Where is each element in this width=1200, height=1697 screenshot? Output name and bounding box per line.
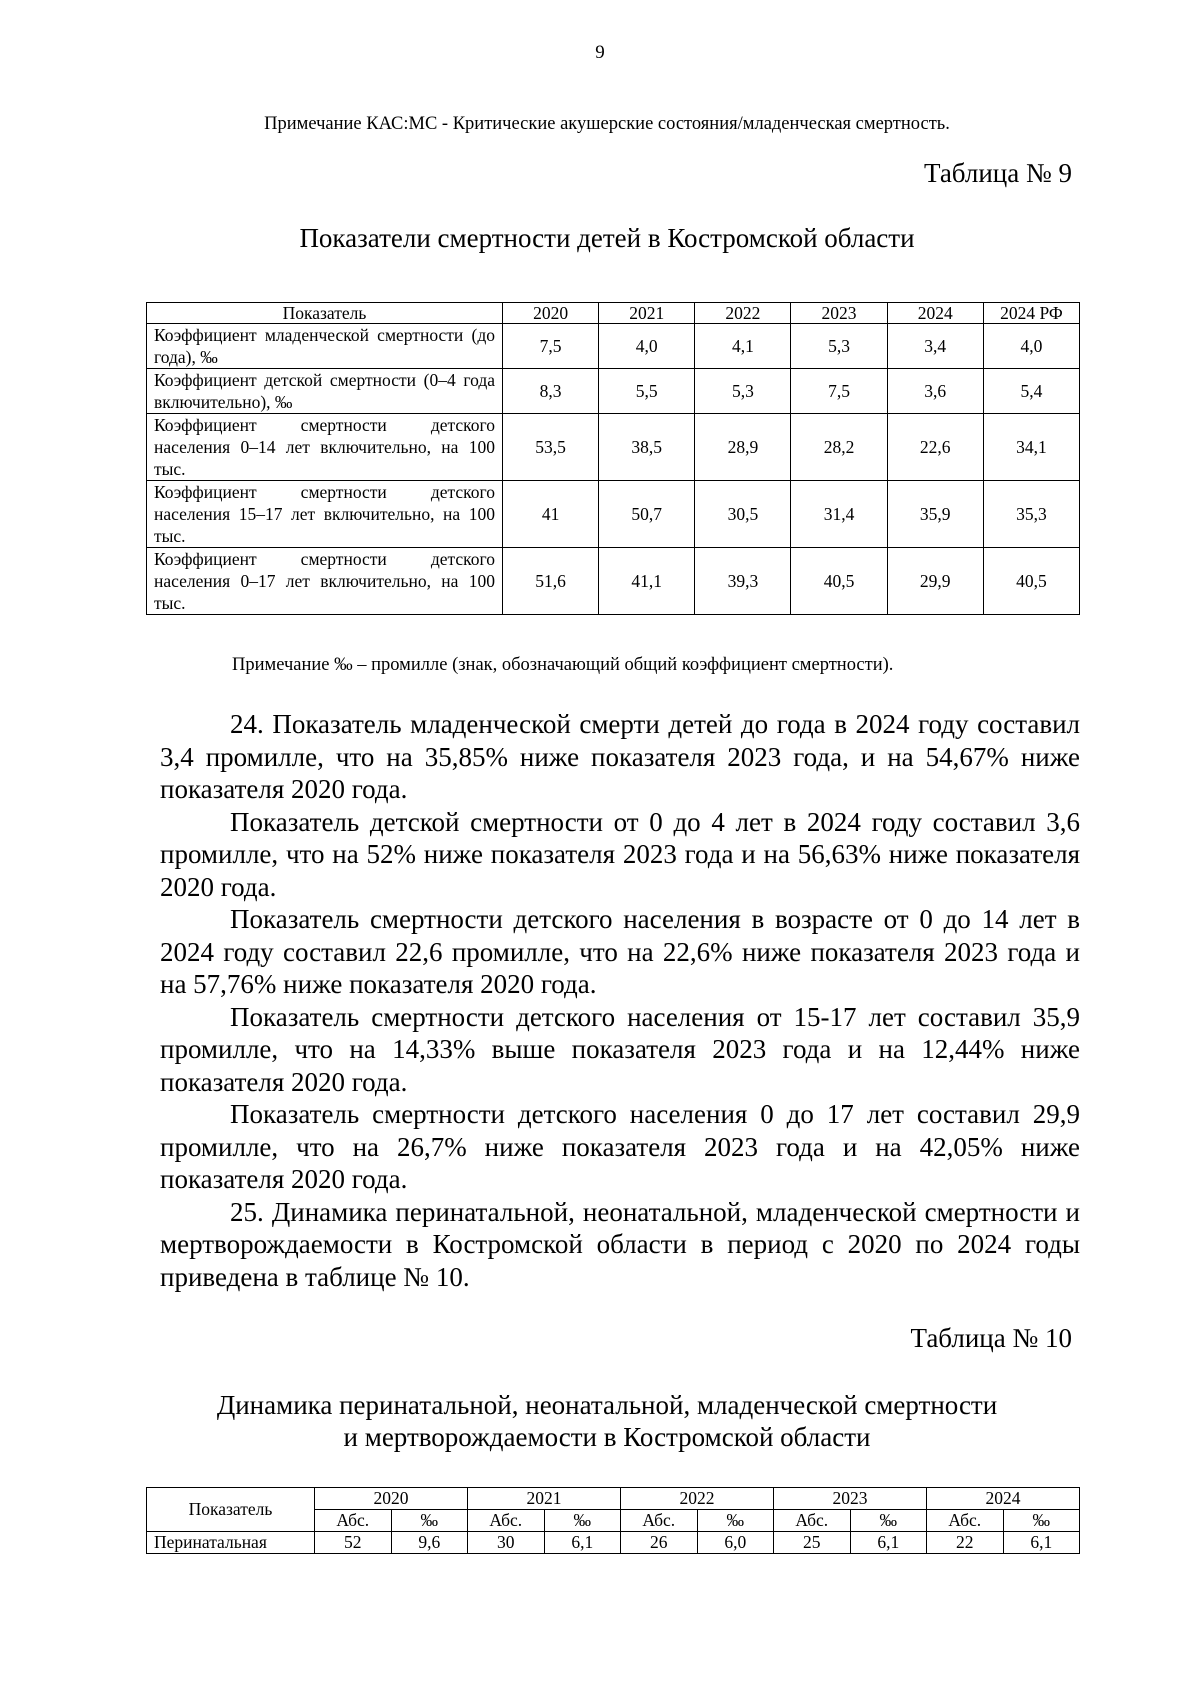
row-label: Коэффициент детской смертности (0–4 года включительно), ‰ <box>147 369 503 414</box>
row-label: Коэффициент младенческой смертности (до года), ‰ <box>147 324 503 369</box>
table-cell: 5,5 <box>599 369 695 414</box>
table-cell: 30,5 <box>695 481 791 548</box>
table9-header-row <box>147 303 1080 324</box>
table10-header-row <box>147 1488 1080 1510</box>
table10-subheader-cell: ‰ <box>544 1510 621 1532</box>
table10-subheader-cell: Абс. <box>927 1510 1004 1532</box>
table9-number: Таблица № 9 <box>924 158 1072 188</box>
table-cell: 9,6 <box>391 1532 468 1554</box>
table10-subheader-cell: ‰ <box>1003 1510 1080 1532</box>
top-note: Примечание КАС:МС - Критические акушерские состояния/младенческая смертность. <box>264 114 950 134</box>
table-cell: 4,1 <box>695 324 791 369</box>
table9-header-cell: 2022 <box>695 303 791 324</box>
table-cell: 4,0 <box>983 324 1079 369</box>
table-cell: 3,6 <box>887 369 983 414</box>
table-cell: 35,9 <box>887 481 983 548</box>
table10-year-header: 2023 <box>774 1488 927 1510</box>
table-cell: 3,4 <box>887 324 983 369</box>
table-cell: 29,9 <box>887 548 983 615</box>
table10-header-cell: Показатель <box>147 1488 315 1532</box>
table-cell: 6,1 <box>850 1532 927 1554</box>
paragraph: 24. Показатель младенческой смерти детей до года в 2024 году составил 3,4 промилле, что на 35,85% ниже показателя 2023 года, и на 54,67% ниже показателя 2020 года. <box>160 709 1080 804</box>
table-cell: 53,5 <box>503 414 599 481</box>
table-row <box>147 1532 1080 1554</box>
table10-subheader-cell: Абс. <box>621 1510 698 1532</box>
table-row <box>147 324 1080 369</box>
paragraph: 25. Динамика перинатальной, неонатальной, младенческой смертности и мертворождаемости в Костромской области в период с 2020 по 2024 годы приведена в таблице № 10. <box>160 1196 1080 1292</box>
row-label: Коэффициент смертности детского населения 0–17 лет включительно, на 100 тыс. <box>147 548 503 615</box>
table-cell: 4,0 <box>599 324 695 369</box>
table9-header-cell: Показатель <box>147 303 503 324</box>
table-cell: 28,9 <box>695 414 791 481</box>
body-text <box>160 708 1080 1293</box>
table10-subheader-cell: ‰ <box>391 1510 468 1532</box>
table-cell: 22 <box>927 1532 1004 1554</box>
table10 <box>146 1487 1080 1554</box>
table-cell: 6,1 <box>544 1532 621 1554</box>
table10-subheader-cell: Абс. <box>774 1510 851 1532</box>
row-label: Коэффициент смертности детского населения 15–17 лет включительно, на 100 тыс. <box>147 481 503 548</box>
table-row <box>147 548 1080 615</box>
table10-year-header: 2024 <box>927 1488 1080 1510</box>
paragraph: Показатель смертности детского населения от 15-17 лет составил 35,9 промилле, что на 14,33% выше показателя 2023 года и на 12,44% ниже показателя 2020 года. <box>160 1001 1080 1097</box>
table-cell: 52 <box>315 1532 392 1554</box>
table10-subheader-cell: ‰ <box>850 1510 927 1532</box>
table-row <box>147 414 1080 481</box>
table-cell: 30 <box>468 1532 545 1554</box>
table9-note: Примечание ‰ – промилле (знак, обозначающий общий коэффициент смертности). <box>232 655 894 675</box>
table9-header-cell: 2023 <box>791 303 887 324</box>
table10-title-line: Динамика перинатальной, неонатальной, младенческой смертности <box>216 1390 998 1420</box>
table-cell: 25 <box>774 1532 851 1554</box>
table9-header-cell: 2021 <box>599 303 695 324</box>
table-cell: 41,1 <box>599 548 695 615</box>
page-number: 9 <box>595 42 605 63</box>
table-cell: 39,3 <box>695 548 791 615</box>
table-cell: 34,1 <box>983 414 1079 481</box>
table9-header-cell: 2024 <box>887 303 983 324</box>
table-cell: 22,6 <box>887 414 983 481</box>
table10-number: Таблица № 10 <box>910 1323 1072 1353</box>
table-cell: 5,3 <box>791 324 887 369</box>
table-cell: 41 <box>503 481 599 548</box>
table10-subheader-cell: Абс. <box>315 1510 392 1532</box>
table-cell: 26 <box>621 1532 698 1554</box>
table10-title-line: и мертворождаемости в Костромской области <box>343 1422 871 1452</box>
table10-year-header: 2021 <box>468 1488 621 1510</box>
table-cell: 6,1 <box>1003 1532 1080 1554</box>
paragraph: Показатель детской смертности от 0 до 4 лет в 2024 году составил 3,6 промилле, что на 52% ниже показателя 2023 года и на 56,63% ниже показателя 2020 года. <box>160 806 1080 902</box>
table-cell: 5,3 <box>695 369 791 414</box>
table10-subheader-cell: ‰ <box>697 1510 774 1532</box>
paragraph: Показатель смертности детского населения в возрасте от 0 до 14 лет в 2024 году составил 22,6 промилле, что на 22,6% ниже показателя 2023 года и на 57,76% ниже показателя 2020 года. <box>160 904 1080 999</box>
table-row <box>147 481 1080 548</box>
table-cell: 28,2 <box>791 414 887 481</box>
table-cell: 38,5 <box>599 414 695 481</box>
paragraph: Показатель смертности детского населения 0 до 17 лет составил 29,9 промилле, что на 26,7% ниже показателя 2023 года и на 42,05% ниже показателя 2020 года. <box>160 1099 1080 1194</box>
table10-title <box>0 1389 1200 1453</box>
table-cell: 35,3 <box>983 481 1079 548</box>
table-cell: 7,5 <box>791 369 887 414</box>
table-cell: 6,0 <box>697 1532 774 1554</box>
table-cell: 8,3 <box>503 369 599 414</box>
table-cell: 51,6 <box>503 548 599 615</box>
table9-header-cell: 2020 <box>503 303 599 324</box>
table10-subheader-cell: Абс. <box>468 1510 545 1532</box>
table-cell: 31,4 <box>791 481 887 548</box>
table10-year-header: 2020 <box>315 1488 468 1510</box>
table-cell: 40,5 <box>983 548 1079 615</box>
table9-header-cell: 2024 РФ <box>983 303 1079 324</box>
table9-title: Показатели смертности детей в Костромской области <box>299 223 915 253</box>
table-cell: 5,4 <box>983 369 1079 414</box>
table-cell: 40,5 <box>791 548 887 615</box>
table-cell: 7,5 <box>503 324 599 369</box>
row-label: Коэффициент смертности детского населения 0–14 лет включительно, на 100 тыс. <box>147 414 503 481</box>
table10-year-header: 2022 <box>621 1488 774 1510</box>
row-label: Перинатальная <box>147 1532 315 1554</box>
table9 <box>146 302 1080 615</box>
table-cell: 50,7 <box>599 481 695 548</box>
table-row <box>147 369 1080 414</box>
